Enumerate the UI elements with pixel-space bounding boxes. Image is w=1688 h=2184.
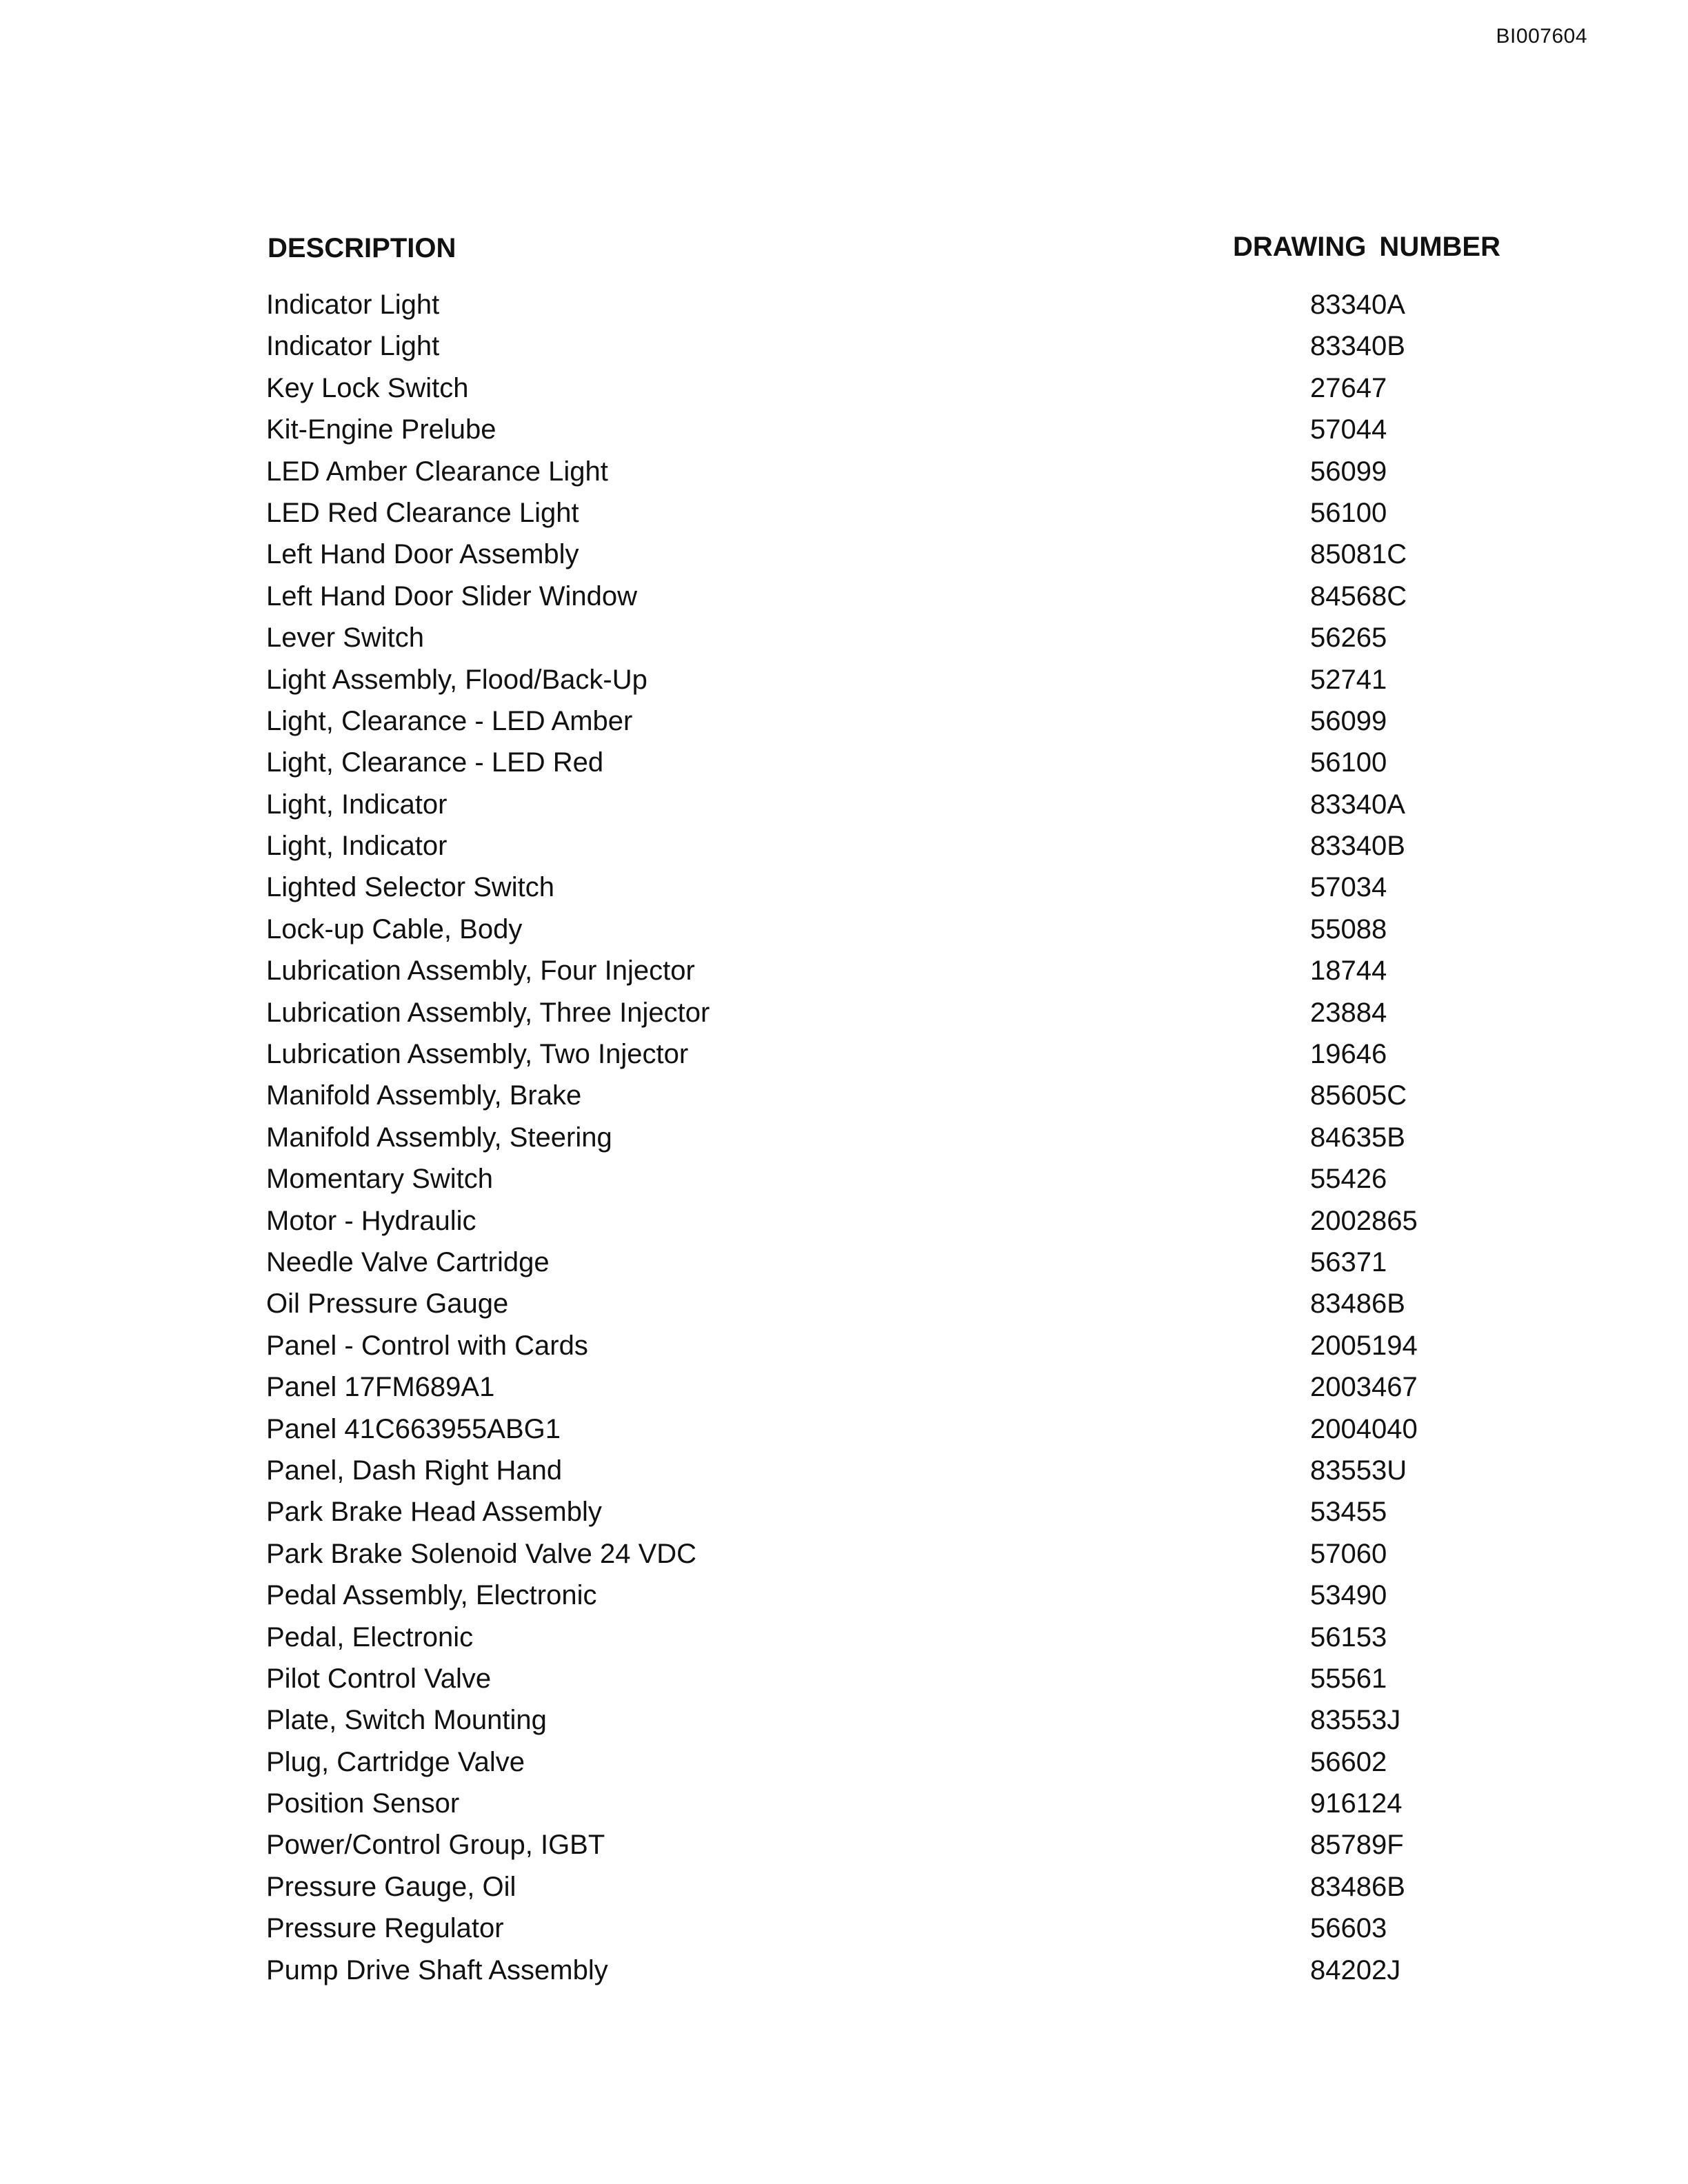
list-item <box>0 1203 1688 1244</box>
drawing-number: 57034 <box>1310 872 1387 903</box>
list-item <box>0 536 1688 578</box>
list-item <box>0 1036 1688 1078</box>
drawing-number: 57060 <box>1310 1538 1387 1569</box>
part-description: Park Brake Solenoid Valve 24 VDC <box>266 1538 697 1569</box>
drawing-number: 85081C <box>1310 539 1407 570</box>
document-id: BI007604 <box>1496 25 1587 48</box>
drawing-number: 56100 <box>1310 497 1387 528</box>
drawing-number: 57044 <box>1310 414 1387 445</box>
list-item <box>0 620 1688 661</box>
parts-list <box>0 287 1688 1994</box>
drawing-number: 53490 <box>1310 1580 1387 1611</box>
part-description: Oil Pressure Gauge <box>266 1288 509 1320</box>
part-description: Left Hand Door Assembly <box>266 539 579 570</box>
part-description: Light, Clearance - LED Red <box>266 747 604 778</box>
part-description: Plate, Switch Mounting <box>266 1705 547 1736</box>
drawing-number: 56371 <box>1310 1246 1387 1277</box>
list-item <box>0 787 1688 828</box>
part-description: Power/Control Group, IGBT <box>266 1830 605 1861</box>
drawing-number: 23884 <box>1310 997 1387 1028</box>
list-item <box>0 1869 1688 1910</box>
drawing-number: 83340A <box>1310 290 1405 320</box>
drawing-number: 18744 <box>1310 956 1387 987</box>
part-description: Lever Switch <box>266 623 424 654</box>
list-item <box>0 454 1688 495</box>
drawing-number: 84202J <box>1310 1954 1401 1985</box>
list-item <box>0 1619 1688 1661</box>
drawing-number: 56153 <box>1310 1621 1387 1652</box>
part-description: Pressure Regulator <box>266 1913 504 1944</box>
part-description: Pilot Control Valve <box>266 1663 492 1694</box>
drawing-number: 56602 <box>1310 1746 1387 1777</box>
part-description: LED Amber Clearance Light <box>266 456 608 487</box>
drawing-number: 2002865 <box>1310 1205 1418 1236</box>
list-item <box>0 703 1688 745</box>
drawing-number: 53455 <box>1310 1497 1387 1528</box>
drawing-number: 56100 <box>1310 747 1387 778</box>
part-description: Indicator Light <box>266 290 440 320</box>
drawing-number: 83486B <box>1310 1288 1405 1320</box>
drawing-number: 56099 <box>1310 705 1387 736</box>
drawing-number: 83340A <box>1310 789 1405 820</box>
part-description: Panel 41C663955ABG1 <box>266 1413 561 1444</box>
drawing-number: 52741 <box>1310 664 1387 695</box>
list-item <box>0 745 1688 786</box>
list-item <box>0 995 1688 1036</box>
list-item <box>0 911 1688 953</box>
part-description: Position Sensor <box>266 1788 460 1819</box>
part-description: Light Assembly, Flood/Back-Up <box>266 664 647 695</box>
list-item <box>0 1577 1688 1619</box>
list-item <box>0 953 1688 994</box>
list-item <box>0 1453 1688 1494</box>
drawing-number: 85605C <box>1310 1080 1407 1111</box>
list-item <box>0 662 1688 703</box>
list-item <box>0 1244 1688 1286</box>
drawing-number: 83340B <box>1310 331 1405 362</box>
drawing-number: 84568C <box>1310 580 1407 611</box>
part-description: Plug, Cartridge Valve <box>266 1746 525 1777</box>
list-item <box>0 578 1688 620</box>
part-description: Manifold Assembly, Steering <box>266 1122 612 1153</box>
list-item <box>0 1369 1688 1410</box>
list-item <box>0 869 1688 911</box>
list-item <box>0 1120 1688 1161</box>
part-description: Lubrication Assembly, Four Injector <box>266 956 695 987</box>
part-description: Manifold Assembly, Brake <box>266 1080 582 1111</box>
list-item <box>0 1744 1688 1786</box>
part-description: Panel, Dash Right Hand <box>266 1455 563 1486</box>
drawing-number: 2005194 <box>1310 1330 1418 1361</box>
part-description: Motor - Hydraulic <box>266 1205 476 1236</box>
list-item <box>0 412 1688 453</box>
part-description: Lock-up Cable, Body <box>266 913 523 944</box>
part-description: Pedal Assembly, Electronic <box>266 1580 597 1611</box>
part-description: Needle Valve Cartridge <box>266 1246 550 1277</box>
drawing-number: 84635B <box>1310 1122 1405 1153</box>
list-item <box>0 1786 1688 1827</box>
drawing-number: 56265 <box>1310 623 1387 654</box>
part-description: Indicator Light <box>266 331 440 362</box>
drawing-number: 56603 <box>1310 1913 1387 1944</box>
drawing-number: 27647 <box>1310 372 1387 403</box>
drawing-number-column-header: DRAWING NUMBER <box>1233 232 1500 262</box>
list-item <box>0 828 1688 869</box>
drawing-number: 56099 <box>1310 456 1387 487</box>
drawing-number: 83486B <box>1310 1871 1405 1902</box>
part-description: Left Hand Door Slider Window <box>266 580 638 611</box>
part-description: Light, Clearance - LED Amber <box>266 705 633 736</box>
drawing-number: 83553U <box>1310 1455 1407 1486</box>
drawing-number: 55426 <box>1310 1164 1387 1195</box>
list-item <box>0 495 1688 536</box>
list-item <box>0 1827 1688 1868</box>
list-item <box>0 1536 1688 1577</box>
drawing-number: 83340B <box>1310 831 1405 862</box>
drawing-number: 83553J <box>1310 1705 1401 1736</box>
part-description: LED Red Clearance Light <box>266 497 579 528</box>
list-item <box>0 1161 1688 1202</box>
part-description: Light, Indicator <box>266 831 448 862</box>
list-item <box>0 1328 1688 1369</box>
list-item <box>0 287 1688 328</box>
list-item <box>0 328 1688 370</box>
list-item <box>0 1411 1688 1453</box>
part-description: Pedal, Electronic <box>266 1621 474 1652</box>
part-description: Key Lock Switch <box>266 372 469 403</box>
part-description: Lubrication Assembly, Three Injector <box>266 997 710 1028</box>
part-description: Pump Drive Shaft Assembly <box>266 1954 608 1985</box>
list-item <box>0 1494 1688 1535</box>
drawing-number: 55561 <box>1310 1663 1387 1694</box>
drawing-number: 2004040 <box>1310 1413 1418 1444</box>
list-item <box>0 1078 1688 1119</box>
list-item <box>0 1702 1688 1743</box>
part-description: Panel - Control with Cards <box>266 1330 588 1361</box>
list-item <box>0 1952 1688 1994</box>
list-item <box>0 1910 1688 1952</box>
drawing-number: 2003467 <box>1310 1372 1418 1403</box>
part-description: Lubrication Assembly, Two Injector <box>266 1039 689 1070</box>
part-description: Pressure Gauge, Oil <box>266 1871 516 1902</box>
list-item <box>0 1661 1688 1702</box>
part-description: Light, Indicator <box>266 789 448 820</box>
drawing-number: 916124 <box>1310 1788 1403 1819</box>
description-column-header: DESCRIPTION <box>268 233 456 263</box>
drawing-number: 19646 <box>1310 1039 1387 1070</box>
part-description: Panel 17FM689A1 <box>266 1372 495 1403</box>
drawing-number: 85789F <box>1310 1830 1404 1861</box>
list-item <box>0 370 1688 412</box>
part-description: Lighted Selector Switch <box>266 872 555 903</box>
drawing-number: 55088 <box>1310 913 1387 944</box>
part-description: Park Brake Head Assembly <box>266 1497 602 1528</box>
part-description: Momentary Switch <box>266 1164 493 1195</box>
part-description: Kit-Engine Prelube <box>266 414 496 445</box>
list-item <box>0 1286 1688 1327</box>
